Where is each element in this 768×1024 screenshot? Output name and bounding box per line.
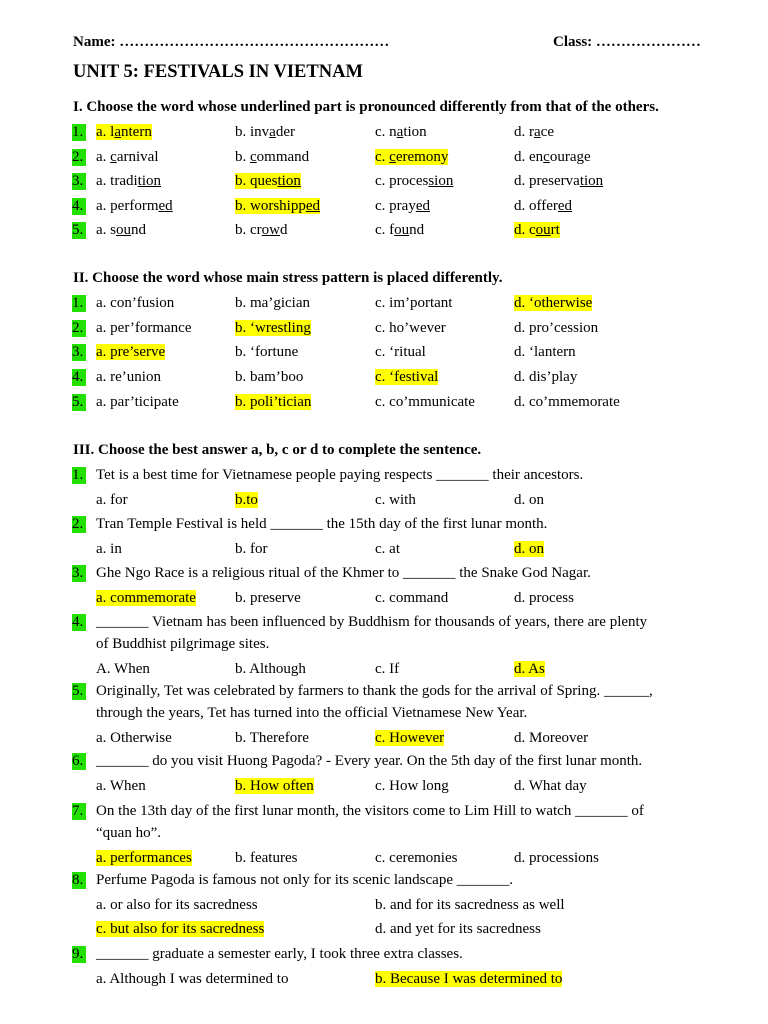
answer-option-text: [96, 149, 159, 165]
answer-option: [514, 320, 598, 337]
answer-option-text: [514, 198, 572, 214]
item-number: 9.: [72, 946, 86, 963]
item-number: 2.: [72, 149, 86, 166]
question-text: through the years, Tet has turned into the official Vietnamese New Year.: [96, 705, 528, 721]
answer-option: [514, 198, 572, 215]
answer-option: [96, 921, 264, 938]
item-number: 4.: [72, 614, 86, 631]
answer-option-text: c. ‘ritual: [375, 344, 426, 360]
option-text-part: d.: [514, 124, 529, 140]
item-number: 1.: [72, 295, 86, 312]
answer-option: [514, 850, 599, 867]
answer-option: [235, 344, 298, 361]
item-number: 4.: [72, 198, 86, 215]
underlined-part: ou: [394, 222, 410, 238]
answer-option: [235, 778, 314, 795]
option-text-part: b.: [235, 222, 250, 238]
question-text: Tet is a best time for Vietnamese people paying respects _______ their ancestors.: [96, 467, 584, 483]
answer-option: [235, 173, 301, 190]
answer-option-text: d. ‘lantern: [514, 344, 576, 360]
answer-option: [235, 730, 309, 747]
answer-option: [96, 778, 146, 795]
underlined-part: a: [534, 124, 541, 140]
answer-option: [375, 541, 400, 558]
answer-option: [375, 320, 446, 337]
answer-option-highlighted: c. However: [375, 730, 445, 746]
answer-option-text: c. co’mmunicate: [375, 394, 475, 410]
option-text-part: offer: [529, 198, 558, 214]
answer-option-text: b. Therefore: [235, 730, 309, 746]
question-text: Perfume Pagoda is famous not only for its scenic landscape _______.: [96, 872, 513, 888]
answer-option: [235, 222, 288, 239]
option-text-part: tion: [403, 124, 427, 140]
answer-option: [514, 344, 576, 361]
answer-option-text: a. par’ticipate: [96, 394, 179, 410]
question-text: _______ graduate a semester early, I took three extra classes.: [96, 946, 463, 962]
answer-option: [514, 590, 574, 607]
option-text-part: ourage: [549, 149, 591, 165]
answer-option-text: [514, 173, 603, 189]
item-number: 3.: [72, 344, 86, 361]
answer-option: [375, 344, 426, 361]
answer-option: [96, 661, 150, 678]
answer-option-text: a. per’formance: [96, 320, 192, 336]
answer-option-highlighted: b.to: [235, 492, 258, 508]
option-text-part: rt: [550, 222, 560, 238]
answer-option: [514, 124, 554, 141]
underlined-part: a: [269, 124, 276, 140]
answer-option-highlighted: a. commemorate: [96, 590, 196, 606]
option-text-part: b.: [235, 149, 250, 165]
answer-option-text: A. When: [96, 661, 150, 677]
answer-option-text: d. on: [514, 492, 544, 508]
answer-option: [514, 730, 588, 747]
answer-option-text: c. command: [375, 590, 449, 606]
answer-option-text: c. ho’wever: [375, 320, 446, 336]
item-number: 2.: [72, 516, 86, 533]
answer-option-highlighted: [235, 198, 320, 214]
answer-option-text: d. What day: [514, 778, 587, 794]
option-text-part: a.: [96, 198, 111, 214]
answer-option: [96, 850, 192, 867]
answer-option-text: c. How long: [375, 778, 449, 794]
option-text-part: pray: [389, 198, 416, 214]
answer-option-text: a. Although I was determined to: [96, 971, 289, 987]
answer-option: [96, 149, 159, 166]
answer-option: [514, 492, 544, 509]
answer-option-text: [375, 222, 424, 238]
underlined-part: ed: [158, 198, 173, 214]
answer-option-highlighted: c. but also for its sacredness: [96, 921, 265, 937]
answer-option: [96, 344, 165, 361]
answer-option: [96, 124, 152, 141]
answer-option: [514, 149, 591, 166]
answer-option: [375, 921, 541, 938]
answer-option-highlighted: [514, 222, 560, 238]
answer-option-text: b. ‘fortune: [235, 344, 299, 360]
answer-option: [514, 541, 544, 558]
item-number: 5.: [72, 222, 86, 239]
option-text-part: c.: [375, 149, 390, 165]
underlined-part: tion: [579, 173, 604, 189]
answer-option: [514, 661, 545, 678]
answer-option-text: c. im’portant: [375, 295, 453, 311]
question-text: of Buddhist pilgrimage sites.: [96, 636, 270, 652]
underlined-part: ed: [415, 198, 430, 214]
class-field-label: Class: …………………: [553, 34, 701, 50]
option-text-part: a.: [96, 124, 111, 140]
underlined-part: ed: [557, 198, 573, 214]
answer-option-text: a. con’fusion: [96, 295, 175, 311]
option-text-part: b.: [235, 173, 250, 189]
answer-option-text: [514, 124, 554, 140]
answer-option: [235, 320, 311, 337]
answer-option: [96, 222, 146, 239]
option-text-part: nd: [131, 222, 147, 238]
answer-option: [235, 850, 297, 867]
answer-option: [96, 198, 173, 215]
answer-option: [375, 394, 475, 411]
option-text-part: d.: [514, 173, 529, 189]
item-number: 4.: [72, 369, 86, 386]
answer-option-highlighted: d. ‘otherwise: [514, 295, 593, 311]
option-text-part: preserva: [529, 173, 580, 189]
item-number: 7.: [72, 803, 86, 820]
answer-option: [514, 295, 592, 312]
option-text-part: l: [110, 124, 115, 140]
item-number: 5.: [72, 683, 86, 700]
answer-option: [514, 222, 560, 239]
answer-option: [96, 730, 172, 747]
answer-option-highlighted: [235, 173, 301, 189]
answer-option: [235, 541, 268, 558]
answer-option: [375, 730, 444, 747]
answer-option-text: d. processions: [514, 850, 599, 866]
answer-option: [375, 778, 449, 795]
option-text-part: d.: [514, 149, 529, 165]
section-2-heading: II. Choose the word whose main stress pattern is placed differently.: [73, 270, 503, 286]
question-text: Tran Temple Festival is held _______ the 15th day of the first lunar month.: [96, 516, 548, 532]
answer-option-text: [375, 173, 453, 189]
underlined-part: tion: [277, 173, 301, 189]
option-text-part: n: [389, 124, 397, 140]
answer-option-highlighted: d. As: [514, 661, 545, 677]
answer-option: [235, 661, 306, 678]
underlined-part: c: [389, 149, 396, 165]
question-text: “quan ho”.: [96, 825, 161, 841]
option-text-part: proces: [389, 173, 429, 189]
question-text: Ghe Ngo Race is a religious ritual of the Khmer to _______ the Snake God Nagar.: [96, 565, 591, 581]
option-text-part: f: [389, 222, 395, 238]
answer-option-text: [235, 124, 295, 140]
answer-option-text: b. for: [235, 541, 268, 557]
answer-option-highlighted: b. ‘wrestling: [235, 320, 311, 336]
answer-option-text: b. preserve: [235, 590, 301, 606]
answer-option-text: a. Otherwise: [96, 730, 172, 746]
option-text-part: nd: [409, 222, 425, 238]
option-text-part: s: [110, 222, 117, 238]
answer-option-text: c. ceremonies: [375, 850, 458, 866]
answer-option-text: b. and for its sacredness as well: [375, 897, 565, 913]
answer-option-text: [375, 198, 430, 214]
option-text-part: b.: [235, 124, 250, 140]
option-text-part: r: [529, 124, 534, 140]
item-number: 5.: [72, 394, 86, 411]
answer-option-highlighted: a. pre’serve: [96, 344, 166, 360]
answer-option: [375, 222, 424, 239]
item-number: 1.: [72, 124, 86, 141]
answer-option-text: [514, 149, 591, 165]
option-text-part: c.: [375, 173, 390, 189]
option-text-part: worshipp: [250, 198, 306, 214]
answer-option-text: [375, 124, 427, 140]
answer-option: [96, 492, 128, 509]
answer-option: [375, 198, 430, 215]
answer-option: [514, 369, 577, 386]
answer-option: [375, 661, 399, 678]
option-text-part: ommand: [256, 149, 310, 165]
answer-option-highlighted: b. Because I was determined to: [375, 971, 563, 987]
answer-option-text: b. Although: [235, 661, 306, 677]
question-text: Originally, Tet was celebrated by farmers to thank the gods for the arrival of Spring. ______,: [96, 683, 653, 699]
option-text-part: c.: [375, 198, 390, 214]
answer-option: [235, 590, 301, 607]
answer-option: [96, 394, 179, 411]
option-text-part: b.: [235, 198, 250, 214]
answer-option: [375, 897, 565, 914]
answer-option-text: a. for: [96, 492, 128, 508]
answer-option-text: [235, 149, 309, 165]
item-number: 3.: [72, 565, 86, 582]
underlined-part: ou: [116, 222, 132, 238]
answer-option-text: a. or also for its sacredness: [96, 897, 258, 913]
answer-option-highlighted: a. performances: [96, 850, 192, 866]
answer-option: [375, 173, 453, 190]
option-text-part: perform: [110, 198, 159, 214]
answer-option: [514, 778, 587, 795]
answer-option: [96, 173, 161, 190]
option-text-part: der: [275, 124, 295, 140]
option-text-part: a.: [96, 173, 111, 189]
underlined-part: ou: [535, 222, 551, 238]
answer-option-text: d. process: [514, 590, 574, 606]
option-text-part: cr: [250, 222, 262, 238]
answer-option-highlighted: [96, 124, 152, 140]
answer-option-text: d. Moreover: [514, 730, 589, 746]
answer-option: [514, 394, 620, 411]
answer-option: [235, 198, 320, 215]
answer-option-text: c. at: [375, 541, 400, 557]
option-text-part: inv: [250, 124, 270, 140]
answer-option: [375, 149, 448, 166]
option-text-part: c: [529, 222, 536, 238]
answer-option-text: a. in: [96, 541, 122, 557]
answer-option: [235, 124, 295, 141]
answer-option: [235, 492, 258, 509]
option-text-part: tradi: [110, 173, 138, 189]
option-text-part: d.: [514, 198, 529, 214]
item-number: 3.: [72, 173, 86, 190]
answer-option-text: d. dis’play: [514, 369, 578, 385]
answer-option-highlighted: [375, 149, 448, 165]
item-number: 1.: [72, 467, 86, 484]
answer-option-text: a. When: [96, 778, 146, 794]
section-1-heading: I. Choose the word whose underlined part is pronounced differently from that of the others.: [73, 99, 659, 115]
answer-option: [96, 320, 192, 337]
item-number: 6.: [72, 753, 86, 770]
answer-option: [375, 369, 438, 386]
answer-option-text: b. ma’gician: [235, 295, 310, 311]
question-text: _______ Vietnam has been influenced by Buddhism for thousands of years, there are plenty: [96, 614, 648, 630]
option-text-part: a.: [96, 149, 111, 165]
underlined-part: ed: [305, 198, 321, 214]
option-text-part: c.: [375, 124, 390, 140]
question-text: _______ do you visit Huong Pagoda? - Every year. On the 5th day of the first lunar month.: [96, 753, 643, 769]
answer-option-text: d. pro’cession: [514, 320, 599, 336]
answer-option-text: d. and yet for its sacredness: [375, 921, 541, 937]
answer-option-text: [96, 173, 161, 189]
answer-option: [375, 124, 427, 141]
answer-option-text: b. bam’boo: [235, 369, 304, 385]
answer-option: [96, 541, 122, 558]
answer-option: [96, 295, 174, 312]
underlined-part: a: [114, 124, 122, 140]
answer-option: [235, 149, 309, 166]
answer-option: [96, 590, 196, 607]
answer-option-text: d. co’mmemorate: [514, 394, 620, 410]
underlined-part: a: [396, 124, 404, 140]
option-text-part: a.: [96, 222, 111, 238]
underlined-part: c: [110, 149, 117, 165]
answer-option-text: c. If: [375, 661, 400, 677]
underlined-part: tion: [137, 173, 162, 189]
option-text-part: ntern: [121, 124, 152, 140]
option-text-part: arnival: [116, 149, 159, 165]
underlined-part: c: [250, 149, 257, 165]
answer-option: [96, 897, 258, 914]
option-text-part: ques: [250, 173, 278, 189]
answer-option-highlighted: b. How often: [235, 778, 314, 794]
answer-option-highlighted: d. on: [514, 541, 544, 557]
answer-option-highlighted: c. ‘festival: [375, 369, 439, 385]
option-text-part: ce: [540, 124, 554, 140]
question-text: On the 13th day of the first lunar month, the visitors come to Lim Hill to watch _______ of: [96, 803, 644, 819]
underlined-part: ow: [261, 222, 280, 238]
answer-option: [375, 492, 416, 509]
answer-option: [96, 369, 161, 386]
answer-option: [235, 394, 311, 411]
option-text-part: eremony: [395, 149, 449, 165]
item-number: 8.: [72, 872, 86, 889]
answer-option-text: b. features: [235, 850, 298, 866]
option-text-part: en: [529, 149, 544, 165]
name-field-label: Name: ………………………………………………: [73, 34, 390, 50]
answer-option: [514, 173, 603, 190]
answer-option-highlighted: b. poli’tician: [235, 394, 312, 410]
answer-option: [375, 590, 448, 607]
item-number: 2.: [72, 320, 86, 337]
answer-option-text: a. re’union: [96, 369, 161, 385]
answer-option: [235, 295, 310, 312]
answer-option-text: [235, 222, 288, 238]
section-3-heading: III. Choose the best answer a, b, c or d to complete the sentence.: [73, 442, 482, 458]
option-text-part: d.: [514, 222, 529, 238]
answer-option: [375, 971, 562, 988]
option-text-part: c.: [375, 222, 390, 238]
underlined-part: c: [543, 149, 550, 165]
option-text-part: d: [280, 222, 288, 238]
answer-option: [96, 971, 288, 988]
answer-option-text: [96, 198, 173, 214]
page-title: UNIT 5: FESTIVALS IN VIETNAM: [73, 62, 363, 82]
answer-option-text: [96, 222, 146, 238]
answer-option: [235, 369, 303, 386]
answer-option: [375, 295, 452, 312]
answer-option-text: c. with: [375, 492, 416, 508]
underlined-part: sion: [428, 173, 454, 189]
answer-option: [375, 850, 457, 867]
